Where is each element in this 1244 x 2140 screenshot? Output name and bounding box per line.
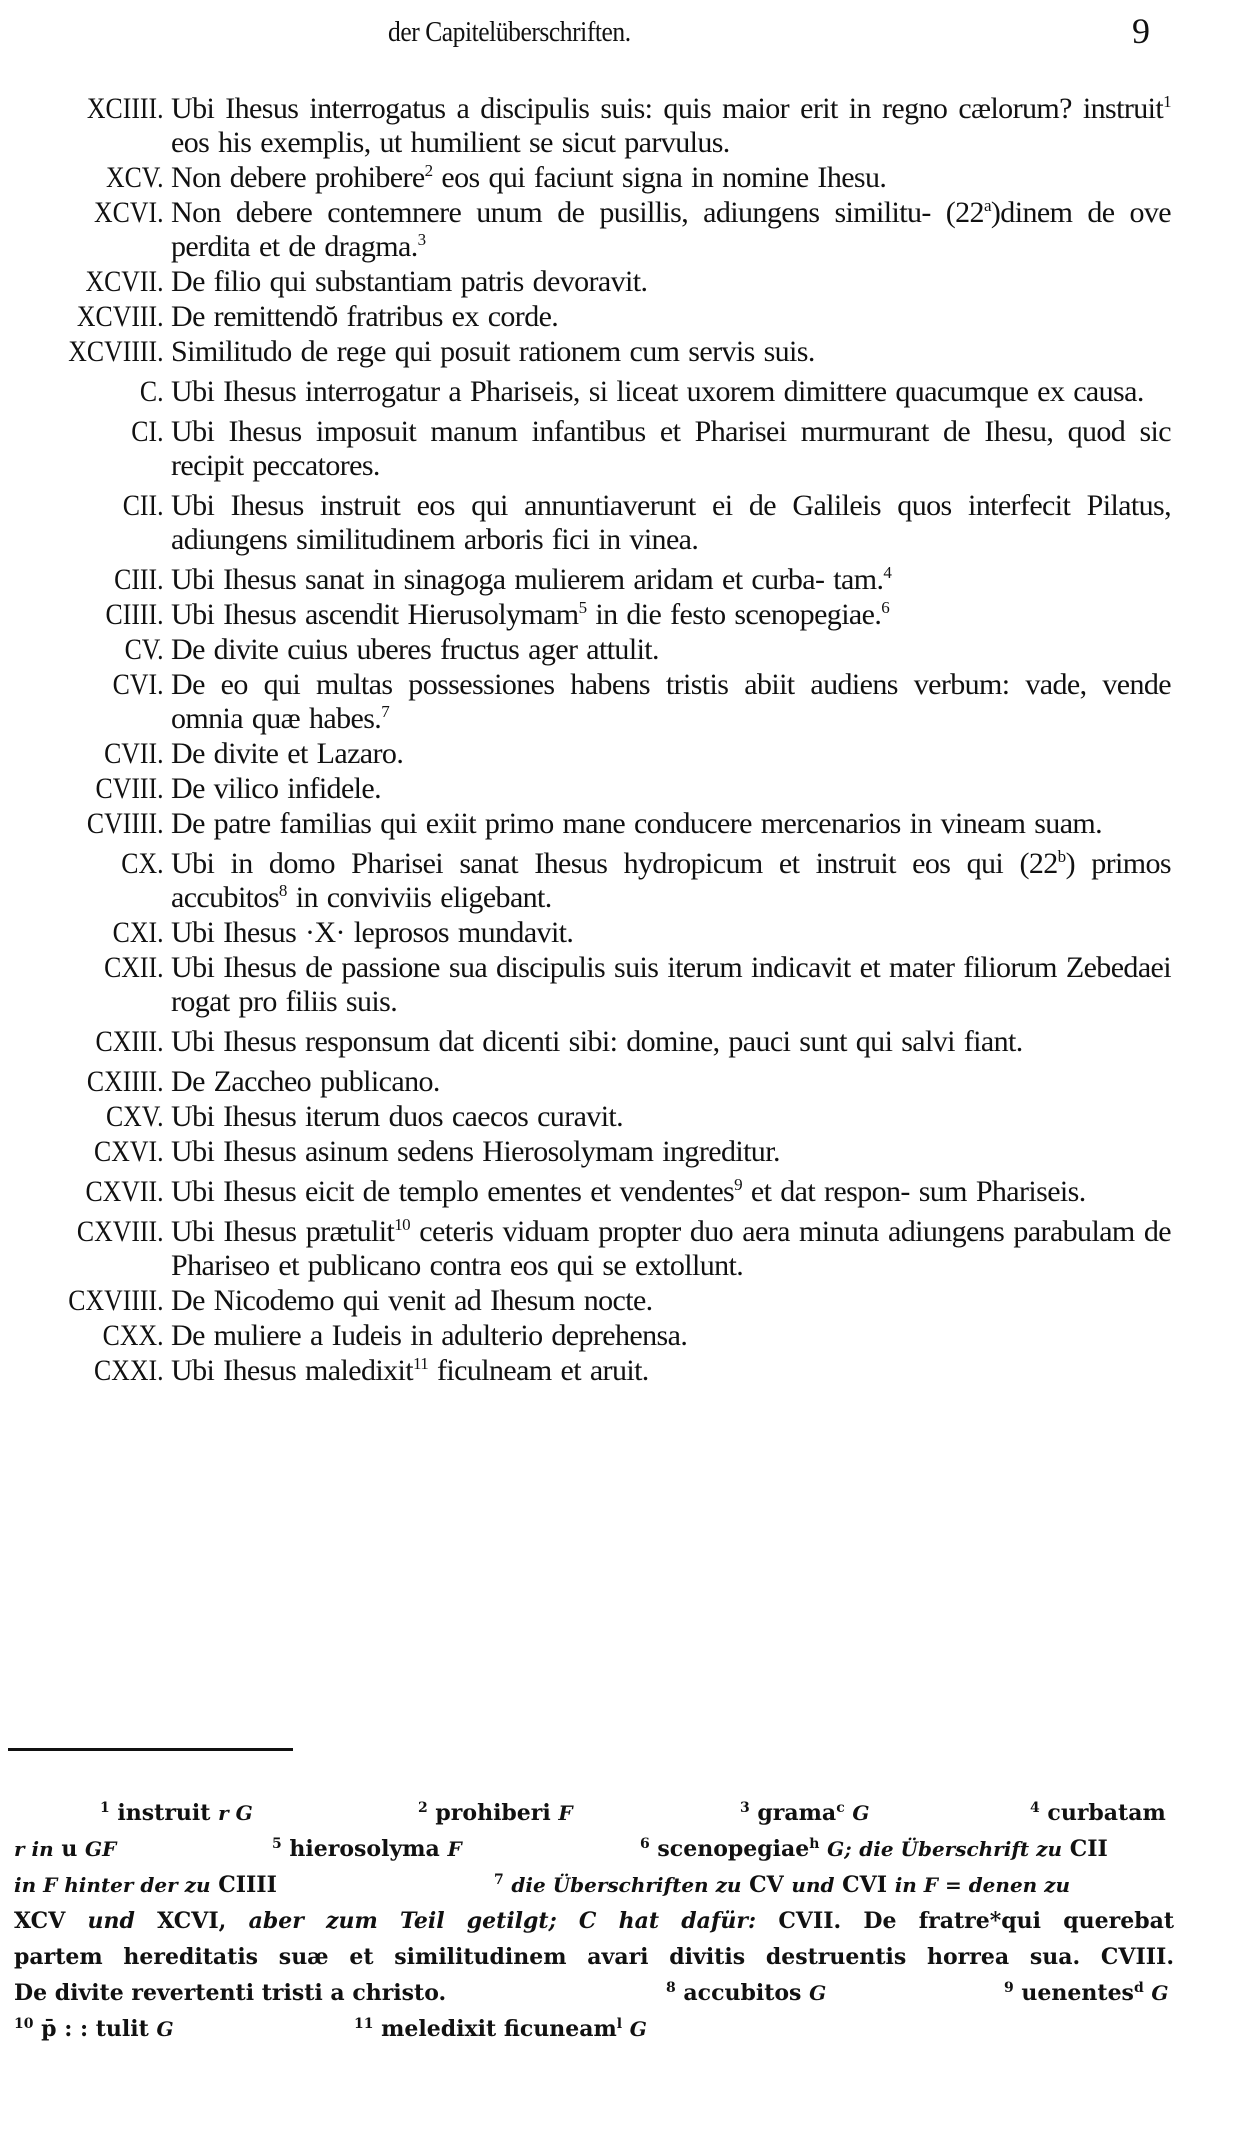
chapter-numeral: XCIIII. bbox=[86, 92, 164, 125]
chapter-entry bbox=[0, 1100, 1244, 1134]
chapter-numeral: CXVII. bbox=[85, 1175, 164, 1208]
chapter-numeral: XCVIIII. bbox=[68, 335, 164, 368]
chapter-heading: Ubi Ihesus prætulit$^{10}$ ceteris viduam propter duo aera minuta adiungens parabulam de Phariseo et publicano contra eos qui se extollunt. bbox=[171, 1215, 1171, 1282]
folio-marker: b bbox=[1057, 847, 1066, 866]
footnote-line bbox=[14, 1831, 1174, 1867]
chapter-entry bbox=[0, 1284, 1244, 1318]
chapter-numeral: CXXI. bbox=[94, 1354, 164, 1387]
chapter-numeral: XCVIII. bbox=[76, 300, 164, 333]
footnote-line bbox=[14, 1975, 1174, 2011]
footnote-line bbox=[14, 1867, 1174, 1903]
footnote-5: $^5$ hierosolyma F bbox=[272, 1836, 462, 1862]
chapter-entry bbox=[0, 1175, 1244, 1209]
footnote-10: $^{10}$ p̄ : : tulit G bbox=[14, 2016, 174, 2042]
footnote-6-cont: in F hinter der zu CIIII bbox=[14, 1872, 277, 1898]
chapter-heading: Non debere prohibere$^2$ eos qui faciunt signa in nomine Ihesu. bbox=[171, 161, 887, 194]
chapter-entry bbox=[0, 737, 1244, 771]
chapter-heading: Ubi Ihesus de passione sua discipulis suis iterum indicavit et mater filiorum Zebedaei rogat pro filiis suis. bbox=[171, 951, 1171, 1018]
footnote-ref[interactable]: 2 bbox=[424, 161, 433, 180]
chapter-entry bbox=[0, 375, 1244, 409]
chapter-numeral: C. bbox=[139, 375, 164, 408]
footnote-line bbox=[14, 1903, 1174, 1939]
footnote-line bbox=[14, 1939, 1174, 1975]
chapter-numeral: CX. bbox=[121, 847, 164, 880]
footnote-line bbox=[14, 2011, 1174, 2047]
chapter-numeral: CXX. bbox=[102, 1319, 164, 1352]
footnote-4-cont: r in u GF bbox=[14, 1836, 117, 1862]
chapter-heading: De eo qui multas possessiones habens tristis abiit audiens verbum: vade, vende omnia quæ habes.$^7$ bbox=[171, 668, 1171, 735]
footnote-ref[interactable]: 9 bbox=[734, 1175, 743, 1194]
footnote-11: $^{11}$ meledixit ficuneam$^l$ G bbox=[354, 2016, 647, 2042]
footnote-1: $^1$ instruit r G bbox=[100, 1800, 253, 1826]
chapter-numeral: CXVIIII. bbox=[68, 1284, 164, 1317]
chapter-numeral: CXI. bbox=[112, 916, 164, 949]
footnote-3: $^3$ grama$^c$ G bbox=[740, 1800, 870, 1826]
chapter-heading: Ubi Ihesus eicit de templo ementes et vendentes$^9$ et dat respon- sum Phariseis. bbox=[171, 1175, 1086, 1208]
chapter-entry bbox=[0, 1319, 1244, 1353]
footnote-ref[interactable]: 4 bbox=[883, 563, 892, 582]
chapter-entry bbox=[0, 489, 1244, 557]
chapter-heading: Ubi Ihesus interrogatus a discipulis suis: quis maior erit in regno cælorum? instruit$^1$ eos his exemplis, ut humilient se sicut parvulus. bbox=[171, 92, 1171, 159]
footnote-ref[interactable]: 5 bbox=[578, 598, 587, 617]
footnote-7-cont: XCV und XCVI, aber zum Teil getilgt; C hat dafür: CVII. De fratre*qui querebat bbox=[14, 1908, 1174, 1934]
footnote-7: $^7$ die Überschriften zu CV und CVI in F = denen zu bbox=[494, 1872, 1071, 1898]
chapter-entry bbox=[0, 1215, 1244, 1283]
footnote-7-cont: partem hereditatis suæ et similitudinem avari divitis destruentis horrea sua. CVIII. bbox=[14, 1944, 1174, 1970]
chapter-numeral: CII. bbox=[122, 489, 164, 522]
chapter-heading: Ubi Ihesus maledixit$^{11}$ ficulneam et aruit. bbox=[171, 1354, 649, 1387]
chapter-heading: Ubi Ihesus imposuit manum infantibus et Pharisei murmurant de Ihesu, quod sic recipit peccatores. bbox=[171, 415, 1171, 482]
footnote-6: $^6$ scenopegiae$^h$ G; die Überschrift zu CII bbox=[640, 1836, 1108, 1862]
chapter-numeral: XCVI. bbox=[94, 196, 164, 229]
chapter-heading: Similitudo de rege qui posuit rationem cum servis suis. bbox=[171, 335, 815, 368]
chapter-entry bbox=[0, 1065, 1244, 1099]
chapter-entry bbox=[0, 265, 1244, 299]
chapter-entry bbox=[0, 633, 1244, 667]
folio-marker: a bbox=[983, 196, 991, 215]
chapter-numeral: CVI. bbox=[112, 668, 164, 701]
footnote-ref[interactable]: 8 bbox=[278, 881, 287, 900]
chapter-numeral: CXVIII. bbox=[76, 1215, 164, 1248]
chapter-heading: De Zaccheo publicano. bbox=[171, 1065, 440, 1098]
chapter-heading: Ubi Ihesus instruit eos qui annuntiaverunt ei de Galileis quos interfecit Pilatus, adiungens similitudinem arboris fici in vinea. bbox=[171, 489, 1171, 556]
chapter-numeral: CXV. bbox=[105, 1100, 164, 1133]
chapter-numeral: CXIII. bbox=[95, 1025, 164, 1058]
chapter-entry bbox=[0, 772, 1244, 806]
chapter-heading: Ubi Ihesus ·X· leprosos mundavit. bbox=[171, 916, 574, 949]
chapter-heading: De vilico infidele. bbox=[171, 772, 382, 805]
chapter-heading: De divite cuius uberes fructus ager attulit. bbox=[171, 633, 659, 666]
chapter-heading: De remittendŏ fratribus ex corde. bbox=[171, 300, 559, 333]
footnotes bbox=[14, 1795, 1174, 2047]
page-number: 9 bbox=[1132, 11, 1150, 51]
chapter-entry bbox=[0, 196, 1244, 264]
chapter-numeral: XCV. bbox=[105, 161, 164, 194]
chapter-entry bbox=[0, 1354, 1244, 1388]
footnote-7-cont: De divite revertenti tristi a christo. bbox=[14, 1980, 447, 2006]
chapter-numeral: CIIII. bbox=[105, 598, 164, 631]
chapter-numeral: CXII. bbox=[104, 951, 164, 984]
chapter-numeral: CIII. bbox=[114, 563, 164, 596]
chapter-entry bbox=[0, 92, 1244, 160]
chapter-entry bbox=[0, 1025, 1244, 1059]
chapter-entry bbox=[0, 951, 1244, 1019]
footnote-ref[interactable]: 3 bbox=[417, 230, 426, 249]
running-title: der Capitelüberschriften. bbox=[388, 16, 631, 48]
chapter-numeral: XCVII. bbox=[85, 265, 164, 298]
chapter-numeral: CI. bbox=[131, 415, 164, 448]
footnote-4: $^4$ curbatam bbox=[1030, 1800, 1166, 1826]
chapter-heading: Ubi in domo Pharisei sanat Ihesus hydropicum et instruit eos qui (22$^b$) primos accubitos$^8$ in conviviis eligebant. bbox=[171, 847, 1172, 914]
footnote-ref[interactable]: 7 bbox=[381, 702, 390, 721]
chapter-entry bbox=[0, 563, 1244, 597]
chapter-entry bbox=[0, 1135, 1244, 1169]
chapter-numeral: CVII. bbox=[104, 737, 164, 770]
chapter-numeral: CV. bbox=[124, 633, 164, 666]
footnote-separator-rule bbox=[8, 1748, 293, 1751]
chapter-heading: De Nicodemo qui venit ad Ihesum nocte. bbox=[171, 1284, 653, 1317]
chapter-entry bbox=[0, 807, 1244, 841]
chapter-heading: Ubi Ihesus iterum duos caecos curavit. bbox=[171, 1100, 624, 1133]
chapter-heading: De patre familias qui exiit primo mane conducere mercenarios in vineam suam. bbox=[171, 807, 1103, 840]
footnote-2: $^2$ prohiberi F bbox=[418, 1800, 573, 1826]
chapter-heading: Ubi Ihesus sanat in sinagoga mulierem aridam et curba- tam.$^4$ bbox=[171, 563, 892, 596]
chapter-numeral: CXVI. bbox=[94, 1135, 164, 1168]
chapter-heading: Ubi Ihesus responsum dat dicenti sibi: domine, pauci sunt qui salvi fiant. bbox=[171, 1025, 1023, 1058]
chapter-heading: De muliere a Iudeis in adulterio deprehensa. bbox=[171, 1319, 688, 1352]
chapter-heading: Non debere contemnere unum de pusillis, adiungens similitu- (22$^a$)dinem de ove perdita et de dragma.$^3$ bbox=[171, 196, 1172, 263]
footnote-ref[interactable]: 10 bbox=[394, 1215, 411, 1234]
running-head bbox=[0, 10, 1244, 50]
chapter-heading: Ubi Ihesus asinum sedens Hierosolymam ingreditur. bbox=[171, 1135, 780, 1168]
footnote-8: $^8$ accubitos G bbox=[666, 1980, 827, 2006]
chapter-heading: De filio qui substantiam patris devoravit. bbox=[171, 265, 648, 298]
chapter-entry bbox=[0, 300, 1244, 334]
chapter-entry bbox=[0, 415, 1244, 483]
chapter-entry bbox=[0, 598, 1244, 632]
chapter-entry bbox=[0, 335, 1244, 369]
chapter-heading: Ubi Ihesus interrogatur a Phariseis, si liceat uxorem dimittere quacumque ex causa. bbox=[171, 375, 1144, 408]
chapter-numeral: CVIII. bbox=[95, 772, 164, 805]
footnote-ref[interactable]: 6 bbox=[881, 598, 890, 617]
chapter-entry bbox=[0, 161, 1244, 195]
chapter-heading: Ubi Ihesus ascendit Hierusolymam$^5$ in die festo scenopegiae.$^6$ bbox=[171, 598, 890, 631]
chapter-heading-list bbox=[0, 92, 1244, 1389]
chapter-numeral: CXIIII. bbox=[86, 1065, 164, 1098]
chapter-heading: De divite et Lazaro. bbox=[171, 737, 404, 770]
chapter-entry bbox=[0, 916, 1244, 950]
footnote-line bbox=[14, 1795, 1174, 1831]
footnote-ref[interactable]: 1 bbox=[1163, 92, 1171, 111]
chapter-entry bbox=[0, 847, 1244, 915]
chapter-entry bbox=[0, 668, 1244, 736]
footnote-9: $^9$ uenentes$^d$ G bbox=[1004, 1980, 1169, 2006]
footnote-ref[interactable]: 11 bbox=[412, 1354, 429, 1373]
chapter-numeral: CVIIII. bbox=[86, 807, 164, 840]
